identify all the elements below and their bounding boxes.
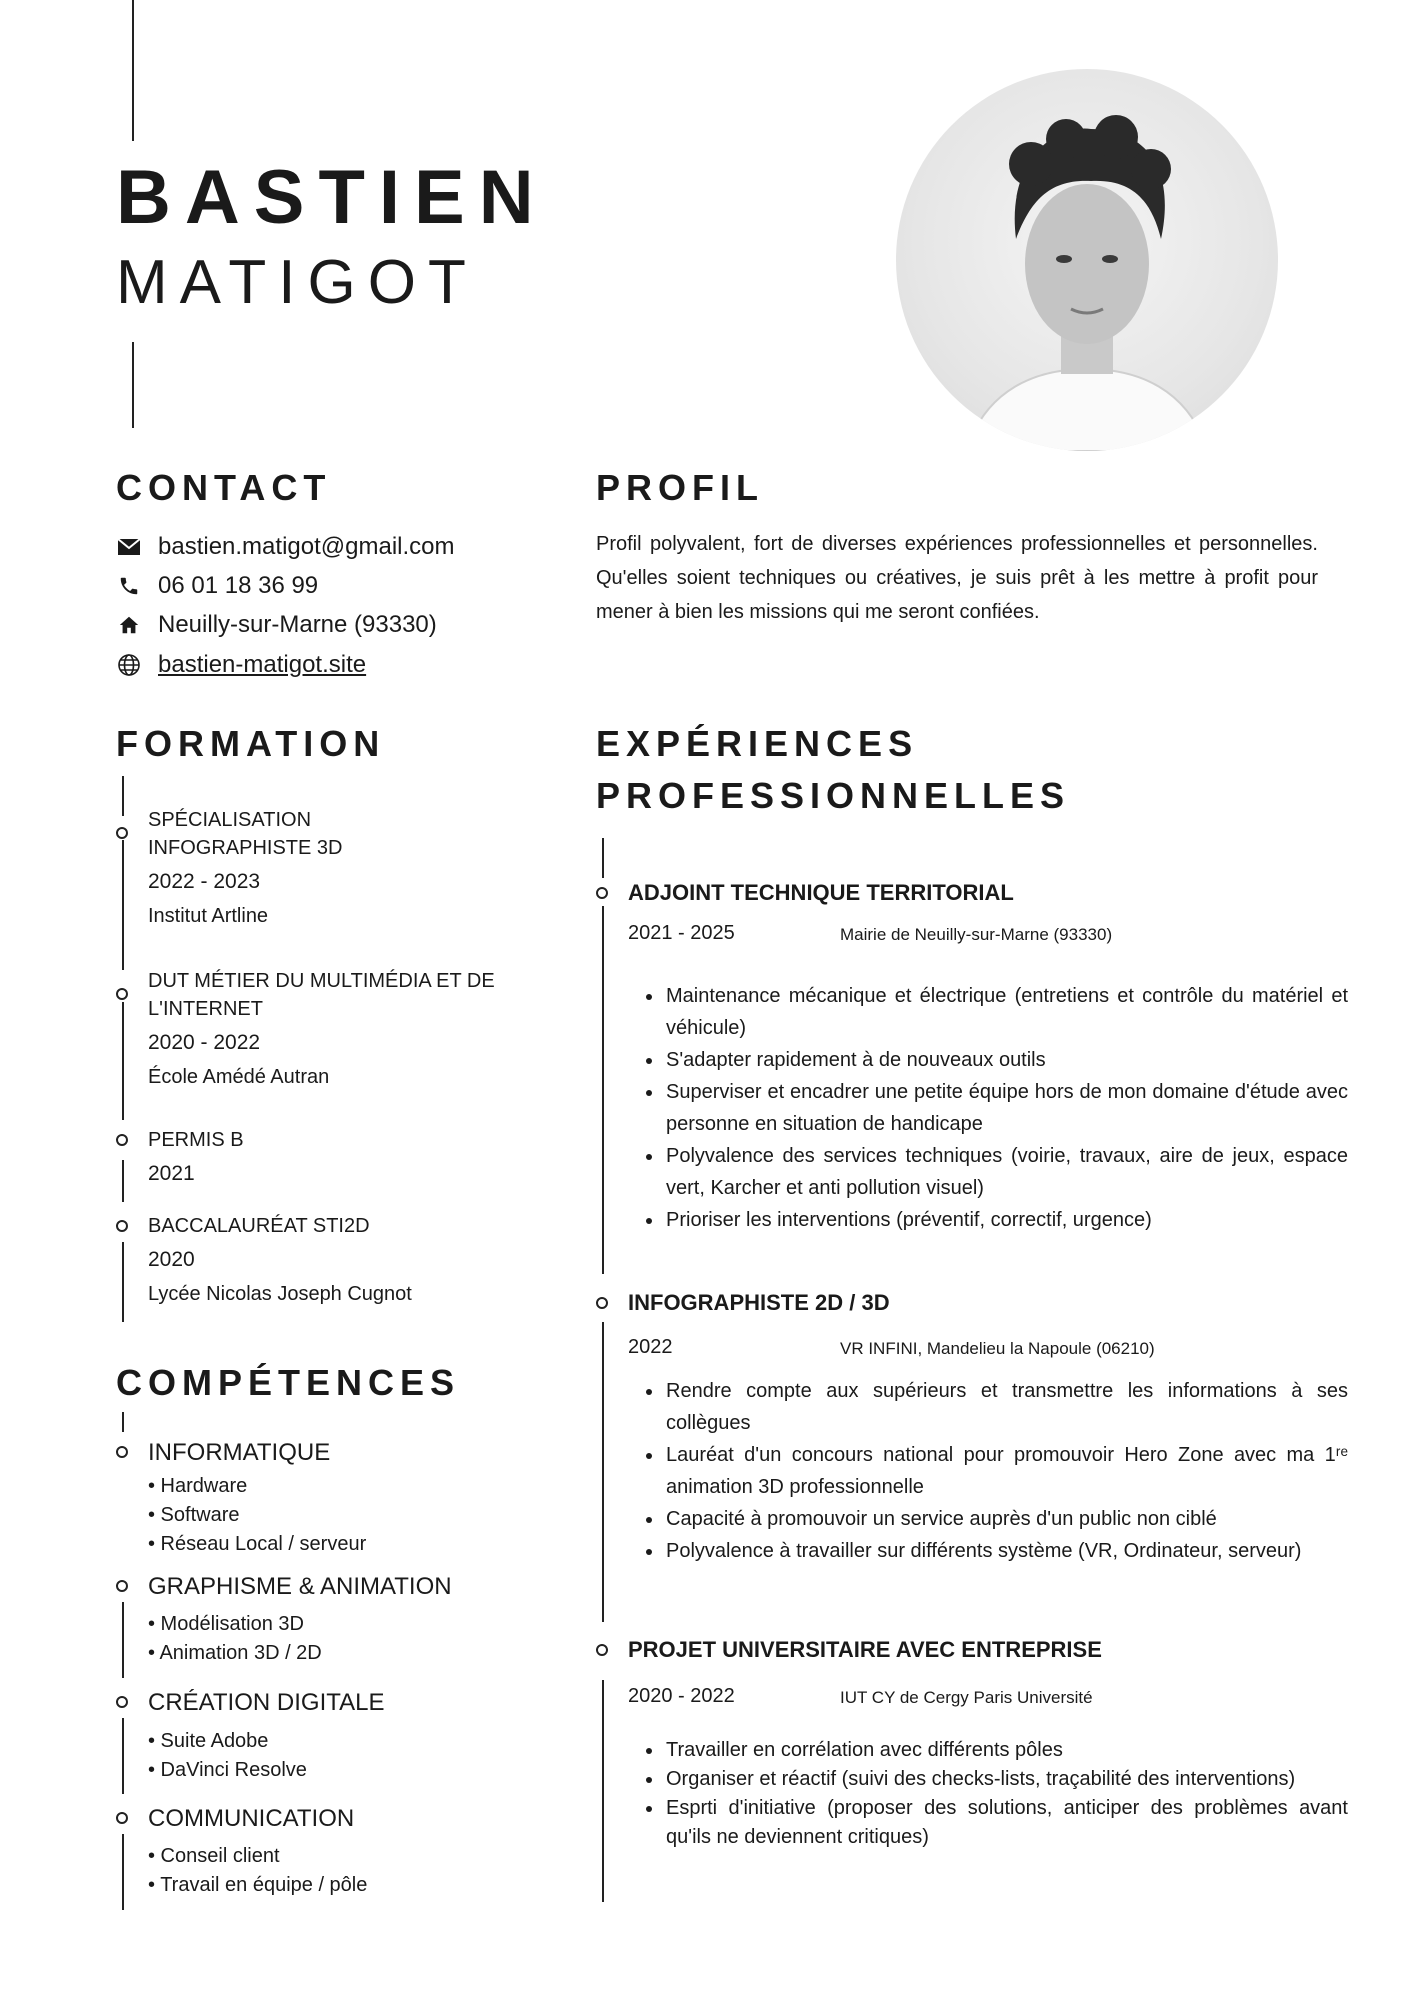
contact-address: Neuilly-sur-Marne (93330) xyxy=(158,611,437,638)
contact-phone-row[interactable] xyxy=(116,571,318,601)
header-bottom-line xyxy=(132,342,134,428)
contact-title: CONTACT xyxy=(116,467,332,508)
experience-timeline-segment xyxy=(602,1322,604,1622)
experience-bullets xyxy=(628,980,1348,1236)
globe-icon xyxy=(116,652,142,678)
experience-bullet: • Superviser et encadrer une petite équipe hors de mon domaine d'étude avec personne en situation de handicape xyxy=(664,1076,1348,1140)
experience-bullet: • Esprti d'initiative (proposer des solutions, anticiper des problèmes avant qu'ils ne deviennent critiques) xyxy=(664,1794,1348,1852)
experiences-title-line2: PROFESSIONNELLES xyxy=(596,775,1071,817)
formation-item-title: DUT MÉTIER DU MULTIMÉDIA ET DE L'INTERNET xyxy=(148,970,495,1020)
competence-title: COMMUNICATION xyxy=(148,1805,355,1832)
experience-bullet: • Polyvalence des services techniques (voirie, travaux, aire de jeux, espace vert, Karcher et anti pollution visuel) xyxy=(664,1140,1348,1204)
timeline-node xyxy=(116,1220,128,1232)
experience-timeline-segment xyxy=(602,906,604,1274)
timeline-node xyxy=(116,1580,128,1592)
timeline-node xyxy=(116,1812,128,1824)
formation-item-title: PERMIS B xyxy=(148,1129,244,1151)
competence-title: CRÉATION DIGITALE xyxy=(148,1689,385,1716)
experience-title: PROJET UNIVERSITAIRE AVEC ENTREPRISE xyxy=(628,1637,1102,1662)
experience-dates: 2020 - 2022 xyxy=(628,1685,735,1707)
experience-bullets xyxy=(628,1736,1348,1852)
first-name: BASTIEN xyxy=(116,155,548,240)
competence-detail: • Suite Adobe xyxy=(148,1730,269,1752)
formation-timeline-segment xyxy=(122,840,124,970)
experience-org: VR INFINI, Mandelieu la Napoule (06210) xyxy=(840,1339,1155,1358)
competence-detail: • Animation 3D / 2D xyxy=(148,1642,322,1664)
formation-item-dates: 2020 xyxy=(148,1248,195,1271)
formation-title: FORMATION xyxy=(116,723,386,764)
competence-detail: • DaVinci Resolve xyxy=(148,1759,307,1781)
competence-detail: • Conseil client xyxy=(148,1845,280,1867)
envelope-icon xyxy=(116,534,142,560)
competence-details xyxy=(148,1610,322,1668)
contact-phone[interactable]: 06 01 18 36 99 xyxy=(158,572,319,599)
competences-timeline-segment xyxy=(122,1602,124,1678)
formation-item-title: SPÉCIALISATION INFOGRAPHISTE 3D xyxy=(148,809,343,859)
phone-icon xyxy=(116,573,142,599)
formation-item xyxy=(148,1126,508,1188)
contact-website-link[interactable]: bastien-matigot.site xyxy=(158,651,367,678)
portrait-illustration xyxy=(896,69,1278,451)
contact-email-row[interactable] xyxy=(116,532,454,562)
formation-item-dates: 2022 - 2023 xyxy=(148,870,261,893)
competences-title: COMPÉTENCES xyxy=(116,1362,461,1403)
timeline-node xyxy=(596,1644,608,1656)
formation-timeline-segment xyxy=(122,1002,124,1120)
timeline-node xyxy=(116,827,128,839)
experience-title: ADJOINT TECHNIQUE TERRITORIAL xyxy=(628,880,1014,905)
formation-item-dates: 2021 xyxy=(148,1162,195,1185)
formation-item-school: École Amédé Autran xyxy=(148,1066,330,1088)
experience-bullet: • Lauréat d'un concours national pour promouvoir Hero Zone avec ma 1ʳᵉ animation 3D professionnelle xyxy=(664,1439,1348,1503)
experience-bullet: • S'adapter rapidement à de nouveaux outils xyxy=(664,1044,1348,1076)
experiences-title-line1: EXPÉRIENCES xyxy=(596,723,919,764)
experience-bullet: • Capacité à promouvoir un service auprès d'un public non ciblé xyxy=(664,1503,1348,1535)
competences-timeline-segment xyxy=(122,1834,124,1910)
competence-detail: • Réseau Local / serveur xyxy=(148,1533,367,1555)
formation-item-school: Lycée Nicolas Joseph Cugnot xyxy=(148,1283,412,1305)
competences-timeline-segment xyxy=(122,1718,124,1794)
experience-bullet: • Polyvalence à travailler sur différents système (VR, Ordinateur, serveur) xyxy=(664,1535,1348,1567)
competence-details xyxy=(148,1727,307,1785)
timeline-node xyxy=(116,1134,128,1146)
contact-website-row[interactable] xyxy=(116,650,366,680)
formation-item-dates: 2020 - 2022 xyxy=(148,1031,261,1054)
profil-title: PROFIL xyxy=(596,467,764,508)
competence-title: GRAPHISME & ANIMATION xyxy=(148,1573,452,1600)
competence-detail: • Software xyxy=(148,1504,240,1526)
experience-bullet: • Maintenance mécanique et électrique (entretiens et contrôle du matériel et véhicule) xyxy=(664,980,1348,1044)
experience-dates: 2022 xyxy=(628,1336,673,1358)
formation-timeline-segment xyxy=(122,776,124,816)
experience-bullet: • Prioriser les interventions (préventif, correctif, urgence) xyxy=(664,1204,1348,1236)
formation-item xyxy=(148,806,388,930)
experience-dates: 2021 - 2025 xyxy=(628,922,735,944)
competence-details xyxy=(148,1472,366,1559)
competence-detail: • Hardware xyxy=(148,1475,248,1497)
experience-timeline-segment xyxy=(602,1680,604,1902)
contact-address-row xyxy=(116,610,437,640)
timeline-node xyxy=(116,1446,128,1458)
home-icon xyxy=(116,612,142,638)
profile-photo xyxy=(896,69,1278,451)
competence-detail: • Travail en équipe / pôle xyxy=(148,1874,368,1896)
formation-item-title: BACCALAURÉAT STI2D xyxy=(148,1215,370,1237)
competence-title: INFORMATIQUE xyxy=(148,1439,331,1466)
experiences-title xyxy=(596,718,1070,822)
experience-bullet: • Rendre compte aux supérieurs et transmettre les informations à ses collègues xyxy=(664,1375,1348,1439)
experience-bullets xyxy=(628,1375,1348,1567)
experience-timeline-segment xyxy=(602,838,604,878)
timeline-node xyxy=(596,1297,608,1309)
formation-timeline-segment xyxy=(122,1160,124,1202)
experience-org: Mairie de Neuilly-sur-Marne (93330) xyxy=(840,925,1113,944)
competences-timeline-segment xyxy=(122,1412,124,1432)
formation-timeline-segment xyxy=(122,1242,124,1322)
header-top-line xyxy=(132,0,134,141)
experience-bullet: • Travailler en corrélation avec différents pôles xyxy=(664,1736,1348,1765)
timeline-node xyxy=(116,988,128,1000)
profil-text: Profil polyvalent, fort de diverses expériences professionnelles et personnelles. Qu'elles soient techniques ou créatives, je suis prêt à les mettre à profit pour mener à bien les missions qui me seront confiées. xyxy=(596,533,1318,623)
last-name: MATIGOT xyxy=(116,248,478,317)
formation-item-school: Institut Artline xyxy=(148,905,269,927)
timeline-node xyxy=(596,887,608,899)
timeline-node xyxy=(116,1696,128,1708)
experience-title: INFOGRAPHISTE 2D / 3D xyxy=(628,1290,890,1315)
competence-detail: • Modélisation 3D xyxy=(148,1613,304,1635)
formation-item xyxy=(148,1212,508,1308)
contact-email[interactable]: bastien.matigot@gmail.com xyxy=(158,533,455,560)
experience-bullet: • Organiser et réactif (suivi des checks-lists, traçabilité des interventions) xyxy=(664,1765,1348,1794)
competence-details xyxy=(148,1842,367,1900)
formation-item xyxy=(148,967,508,1091)
experience-org: IUT CY de Cergy Paris Université xyxy=(840,1688,1093,1707)
